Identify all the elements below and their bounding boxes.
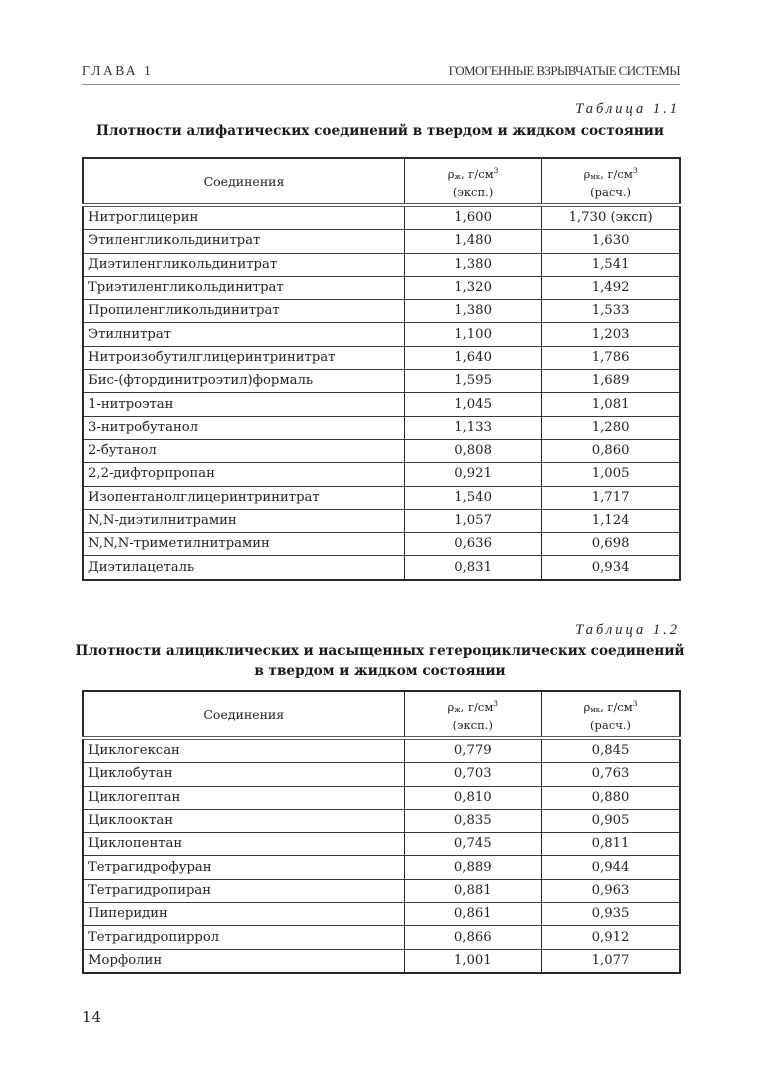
table2-title-line2: в твердом и жидком состоянии	[254, 663, 506, 679]
density-exp: 1,380	[404, 253, 541, 276]
table-row	[83, 903, 680, 926]
header-rho-calc: $\rho_{мк}$, $г/см^3$ (расч.)	[542, 691, 681, 738]
density-exp: 0,808	[404, 439, 541, 462]
density-calc: 0,880	[542, 786, 681, 809]
compound-name: Этилнитрат	[83, 323, 404, 346]
density-exp: 1,057	[404, 509, 541, 532]
compound-name: Циклооктан	[83, 809, 404, 832]
compound-name: Пропиленгликольдинитрат	[83, 300, 404, 323]
header-compounds: Соединения	[83, 691, 404, 738]
table-row	[83, 346, 680, 369]
density-exp: 0,636	[404, 533, 541, 556]
density-exp: 1,640	[404, 346, 541, 369]
table-row	[83, 486, 680, 509]
density-exp: 0,861	[404, 903, 541, 926]
header-rho-calc: $\rho_{мк}$, $г/см^3$ (расч.)	[542, 158, 680, 205]
table-row	[83, 393, 680, 416]
compound-name: Диэтилацеталь	[83, 556, 404, 580]
table1-label: Таблица 1.1	[575, 101, 680, 117]
density-exp: 0,881	[404, 879, 541, 902]
density-exp: 0,921	[404, 463, 541, 486]
density-exp: 1,045	[404, 393, 541, 416]
compound-name: Пиперидин	[83, 903, 404, 926]
compound-name: Бис-(фтординитроэтил)формаль	[83, 370, 404, 393]
density-calc: 0,811	[542, 833, 681, 856]
header-rho-liquid-exp: $\rho_ж$, $г/см^3$ (эксп.)	[404, 691, 541, 738]
compound-name: 2,2-дифторпропан	[83, 463, 404, 486]
density-calc: 1,280	[542, 416, 680, 439]
table-row	[83, 763, 680, 786]
density-exp: 1,600	[404, 205, 541, 230]
density-exp: 1,380	[404, 300, 541, 323]
density-calc: 0,845	[542, 738, 681, 763]
compound-name: Циклобутан	[83, 763, 404, 786]
compound-name: 2-бутанол	[83, 439, 404, 462]
table-row	[83, 533, 680, 556]
table-row	[83, 879, 680, 902]
density-exp: 1,480	[404, 230, 541, 253]
compound-name: Морфолин	[83, 949, 404, 973]
table-row	[83, 439, 680, 462]
table-row	[83, 556, 680, 580]
chapter-label: ГЛАВА 1	[82, 63, 154, 78]
compound-name: Этиленгликольдинитрат	[83, 230, 404, 253]
table-row	[83, 509, 680, 532]
table1-title: Плотности алифатических соединений в твердом и жидком состоянии	[96, 123, 664, 139]
density-calc: 0,963	[542, 879, 681, 902]
running-head	[82, 60, 680, 85]
density-exp: 1,595	[404, 370, 541, 393]
table-row	[83, 205, 680, 230]
density-exp: 0,889	[404, 856, 541, 879]
density-calc: 0,912	[542, 926, 681, 949]
density-exp: 1,133	[404, 416, 541, 439]
table2-title-line1: Плотности алициклических и насыщенных гетероциклических соединений	[75, 643, 685, 659]
density-calc: 0,698	[542, 533, 680, 556]
density-exp: 0,779	[404, 738, 541, 763]
compound-name: Нитроизобутилглицеринтринитрат	[83, 346, 404, 369]
header-rho-liquid-exp: $\rho_ж$, $г/см^3$ (эксп.)	[404, 158, 541, 205]
compound-name: Тетрагидропиррол	[83, 926, 404, 949]
table-row	[83, 949, 680, 973]
compound-name: Триэтиленгликольдинитрат	[83, 276, 404, 299]
table-row	[83, 230, 680, 253]
compound-name: Тетрагидрофуран	[83, 856, 404, 879]
density-calc: 1,124	[542, 509, 680, 532]
table2-densities-alicyclic	[82, 690, 681, 974]
page-number: 14	[82, 1008, 102, 1026]
compound-name: N,N-диэтилнитрамин	[83, 509, 404, 532]
compound-name: 3-нитробутанол	[83, 416, 404, 439]
density-calc: 0,860	[542, 439, 680, 462]
density-exp: 1,540	[404, 486, 541, 509]
density-calc: 1,081	[542, 393, 680, 416]
compound-name: 1-нитроэтан	[83, 393, 404, 416]
table-row	[83, 276, 680, 299]
table-header-row	[83, 691, 680, 738]
density-calc: 1,492	[542, 276, 680, 299]
density-calc: 1,541	[542, 253, 680, 276]
density-exp: 1,100	[404, 323, 541, 346]
table-row	[83, 856, 680, 879]
section-title: ГОМОГЕННЫЕ ВЗРЫВЧАТЫЕ СИСТЕМЫ	[448, 63, 680, 78]
compound-name: N,N,N-триметилнитрамин	[83, 533, 404, 556]
density-calc: 1,077	[542, 949, 681, 973]
header-compounds: Соединения	[83, 158, 404, 205]
density-exp: 1,001	[404, 949, 541, 973]
compound-name: Диэтиленгликольдинитрат	[83, 253, 404, 276]
table-header-row	[83, 158, 680, 205]
density-calc: 0,934	[542, 556, 680, 580]
density-exp: 0,703	[404, 763, 541, 786]
compound-name: Изопентанолглицеринтринитрат	[83, 486, 404, 509]
table-row	[83, 370, 680, 393]
density-exp: 1,320	[404, 276, 541, 299]
compound-name: Тетрагидропиран	[83, 879, 404, 902]
table-row	[83, 323, 680, 346]
density-calc: 1,203	[542, 323, 680, 346]
table-row	[83, 809, 680, 832]
density-exp: 0,831	[404, 556, 541, 580]
density-calc: 1,786	[542, 346, 680, 369]
table-row	[83, 253, 680, 276]
table2-title	[60, 641, 700, 681]
density-exp: 0,810	[404, 786, 541, 809]
table-row	[83, 833, 680, 856]
compound-name: Циклогексан	[83, 738, 404, 763]
density-calc: 0,905	[542, 809, 681, 832]
density-calc: 1,689	[542, 370, 680, 393]
density-calc: 1,533	[542, 300, 680, 323]
density-exp: 0,745	[404, 833, 541, 856]
table-row	[83, 786, 680, 809]
table-row	[83, 300, 680, 323]
density-calc: 1,005	[542, 463, 680, 486]
compound-name: Нитроглицерин	[83, 205, 404, 230]
table1-densities-aliphatic	[82, 157, 681, 581]
table-row	[83, 926, 680, 949]
density-calc: 0,944	[542, 856, 681, 879]
table-row	[83, 738, 680, 763]
density-calc: 1,630	[542, 230, 680, 253]
compound-name: Циклопентан	[83, 833, 404, 856]
density-calc: 0,763	[542, 763, 681, 786]
density-exp: 0,835	[404, 809, 541, 832]
density-calc: 0,935	[542, 903, 681, 926]
table-row	[83, 416, 680, 439]
compound-name: Циклогептан	[83, 786, 404, 809]
density-calc: 1,717	[542, 486, 680, 509]
table-row	[83, 463, 680, 486]
density-exp: 0,866	[404, 926, 541, 949]
table2-label: Таблица 1.2	[575, 622, 680, 638]
density-calc: 1,730 (эксп)	[542, 205, 680, 230]
